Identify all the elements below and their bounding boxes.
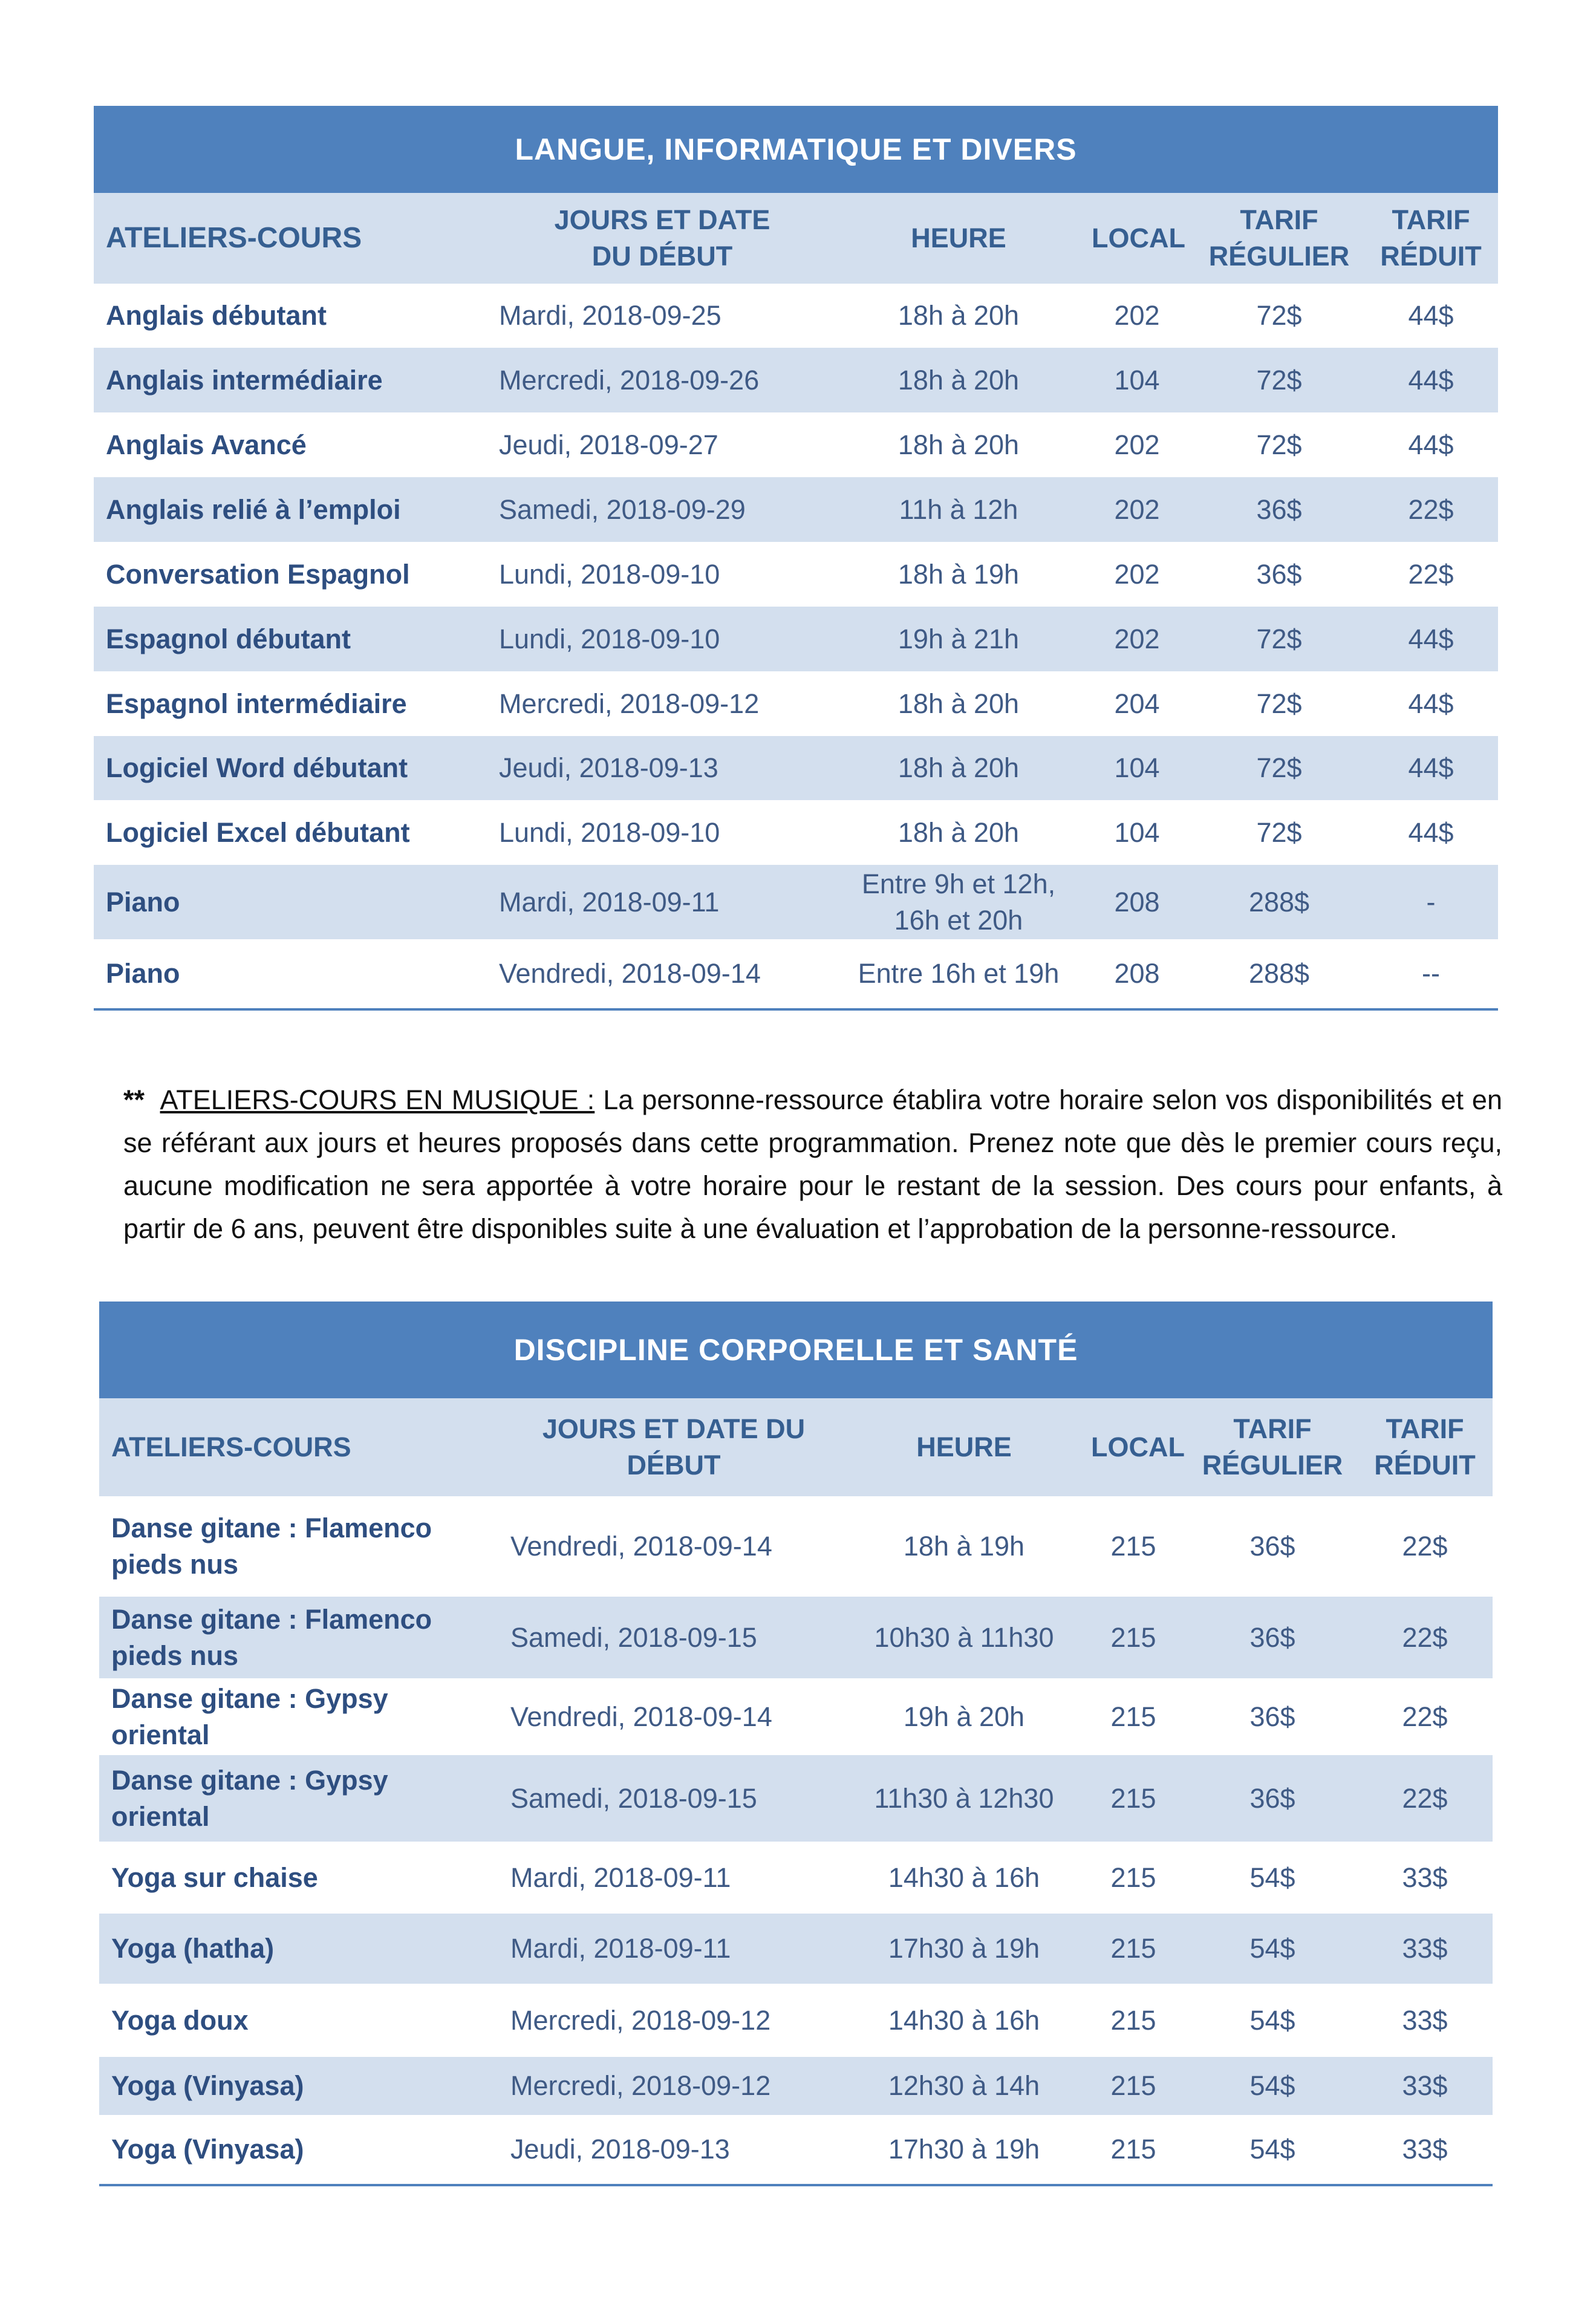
course-time: 14h30 à 16h bbox=[888, 1862, 1040, 1893]
table-title: LANGUE, INFORMATIQUE ET DIVERS bbox=[94, 106, 1498, 193]
course-date: Mercredi, 2018-09-12 bbox=[498, 2057, 849, 2115]
course-name: Yoga (Vinyasa) bbox=[99, 2115, 498, 2185]
table-row bbox=[94, 865, 1498, 939]
course-room: 215 bbox=[1079, 2115, 1188, 2185]
regular-rate: 54$ bbox=[1188, 2057, 1357, 2115]
regular-rate: 288$ bbox=[1194, 939, 1364, 1009]
reduced-rate: 22$ bbox=[1402, 1701, 1448, 1732]
regular-rate: 72$ bbox=[1256, 816, 1302, 848]
course-room: 204 bbox=[1114, 688, 1160, 719]
regular-rate: 72$ bbox=[1256, 688, 1302, 719]
note-stars: ** bbox=[123, 1084, 145, 1115]
header-date: JOURS ET DATE DU DÉBUT bbox=[498, 1398, 849, 1496]
table-row bbox=[99, 1597, 1493, 1678]
reduced-rate: 44$ bbox=[1408, 816, 1454, 848]
regular-rate: 54$ bbox=[1249, 1862, 1295, 1893]
music-note bbox=[123, 1078, 1502, 1250]
course-room: 215 bbox=[1079, 2057, 1188, 2115]
header-reduced-rate: TARIF RÉDUIT bbox=[1364, 193, 1498, 284]
course-room: 202 bbox=[1114, 558, 1160, 590]
course-name: Anglais intermédiaire bbox=[94, 348, 487, 412]
course-time: 18h à 20h bbox=[897, 688, 1020, 719]
course-room: 215 bbox=[1110, 1862, 1156, 1893]
course-name: Yoga (hatha) bbox=[99, 1914, 498, 1984]
header-room: LOCAL bbox=[1080, 193, 1194, 284]
note-text: La personne-ressource établira votre horaire selon vos disponibilités et en se référant aux jours et heures proposés dans cette programmation. Prenez note que dès le premier cours reçu, aucune modification ne sera apportée à votre horaire pour le restant de la session. Des cours pour enfants, à partir de 6 ans, peuvent être disponibles suite à une évaluation et l’approbation de la personne-ressource. bbox=[123, 1084, 1502, 1244]
course-name: Piano bbox=[94, 865, 487, 939]
reduced-rate: 22$ bbox=[1364, 477, 1498, 542]
header-room: LOCAL bbox=[1079, 1398, 1188, 1496]
reduced-rate: 44$ bbox=[1364, 348, 1498, 412]
course-room: 202 bbox=[1080, 607, 1194, 671]
header-time: HEURE bbox=[849, 1398, 1079, 1496]
regular-rate: 72$ bbox=[1256, 429, 1302, 460]
table-row bbox=[94, 412, 1498, 477]
course-name: Espagnol intermédiaire bbox=[106, 688, 407, 719]
table-row bbox=[94, 939, 1498, 1009]
course-name: Espagnol débutant bbox=[94, 607, 487, 671]
table-row bbox=[94, 800, 1498, 865]
table-row bbox=[99, 1842, 1493, 1914]
course-time: Entre 9h et 12h, 16h et 20h bbox=[838, 865, 1080, 939]
course-name: Anglais débutant bbox=[106, 300, 327, 331]
course-time: 18h à 20h bbox=[897, 300, 1020, 331]
course-time: 19h à 21h bbox=[838, 607, 1080, 671]
course-name: Yoga sur chaise bbox=[111, 1862, 318, 1893]
reduced-rate: - bbox=[1364, 865, 1498, 939]
course-time: 14h30 à 16h bbox=[888, 2004, 1040, 2036]
course-time: 17h30 à 19h bbox=[849, 1914, 1079, 1984]
reduced-rate: 33$ bbox=[1357, 1914, 1493, 1984]
course-date: Samedi, 2018-09-15 bbox=[498, 1597, 849, 1678]
course-name: Yoga (Vinyasa) bbox=[99, 2057, 498, 2115]
reduced-rate: -- bbox=[1364, 939, 1498, 1009]
reduced-rate: 44$ bbox=[1364, 607, 1498, 671]
course-time: 18h à 19h bbox=[897, 558, 1020, 590]
course-date: Mercredi, 2018-09-12 bbox=[510, 2004, 771, 2036]
course-date: Vendredi, 2018-09-14 bbox=[510, 1701, 772, 1732]
header-time: HEURE bbox=[838, 193, 1080, 284]
course-date: Mercredi, 2018-09-12 bbox=[499, 688, 760, 719]
reduced-rate: 33$ bbox=[1357, 2057, 1493, 2115]
regular-rate: 36$ bbox=[1256, 558, 1302, 590]
regular-rate: 36$ bbox=[1194, 477, 1364, 542]
course-date: Jeudi, 2018-09-13 bbox=[498, 2115, 849, 2185]
table-row bbox=[94, 542, 1498, 607]
regular-rate: 36$ bbox=[1249, 1701, 1295, 1732]
regular-rate: 72$ bbox=[1256, 300, 1302, 331]
course-date: Vendredi, 2018-09-14 bbox=[510, 1531, 772, 1562]
table-langue-informatique bbox=[94, 106, 1498, 1011]
reduced-rate: 44$ bbox=[1364, 736, 1498, 800]
header-regular-rate: TARIF RÉGULIER bbox=[1194, 193, 1364, 284]
course-time: Entre 16h et 19h bbox=[838, 939, 1080, 1009]
course-date: Mercredi, 2018-09-26 bbox=[487, 348, 838, 412]
table-row bbox=[94, 284, 1498, 348]
course-room: 208 bbox=[1080, 939, 1194, 1009]
reduced-rate: 33$ bbox=[1402, 1862, 1448, 1893]
table-row bbox=[94, 477, 1498, 542]
course-date: Jeudi, 2018-09-27 bbox=[499, 429, 718, 460]
table-row bbox=[99, 1914, 1493, 1984]
course-room: 215 bbox=[1110, 1701, 1156, 1732]
course-room: 202 bbox=[1114, 300, 1160, 331]
regular-rate: 36$ bbox=[1188, 1597, 1357, 1678]
course-time: 11h30 à 12h30 bbox=[849, 1755, 1079, 1842]
course-time: 11h à 12h bbox=[838, 477, 1080, 542]
course-date: Lundi, 2018-09-10 bbox=[487, 607, 838, 671]
table-row bbox=[94, 736, 1498, 800]
note-lead: ATELIERS-COURS EN MUSIQUE : bbox=[160, 1084, 595, 1115]
course-room: 104 bbox=[1114, 816, 1160, 848]
course-name: Danse gitane : Flamenco pieds nus bbox=[99, 1597, 498, 1678]
course-date: Mardi, 2018-09-11 bbox=[510, 1862, 731, 1893]
course-time: 18h à 20h bbox=[897, 429, 1020, 460]
course-room: 202 bbox=[1114, 429, 1160, 460]
course-date: Mardi, 2018-09-25 bbox=[499, 300, 721, 331]
regular-rate: 36$ bbox=[1249, 1531, 1295, 1562]
course-time: 18h à 20h bbox=[838, 736, 1080, 800]
table-row bbox=[99, 2057, 1493, 2115]
table-row bbox=[99, 1755, 1493, 1842]
reduced-rate: 22$ bbox=[1408, 558, 1454, 590]
regular-rate: 54$ bbox=[1188, 1914, 1357, 1984]
course-time: 12h30 à 14h bbox=[849, 2057, 1079, 2115]
regular-rate: 72$ bbox=[1194, 607, 1364, 671]
course-date: Samedi, 2018-09-15 bbox=[498, 1755, 849, 1842]
reduced-rate: 33$ bbox=[1357, 2115, 1493, 2185]
course-date: Jeudi, 2018-09-13 bbox=[487, 736, 838, 800]
regular-rate: 54$ bbox=[1249, 2004, 1295, 2036]
reduced-rate: 44$ bbox=[1408, 300, 1454, 331]
course-room: 215 bbox=[1110, 1531, 1156, 1562]
course-name: Logiciel Excel débutant bbox=[106, 816, 410, 848]
regular-rate: 36$ bbox=[1188, 1755, 1357, 1842]
reduced-rate: 33$ bbox=[1402, 2004, 1448, 2036]
course-time: 18h à 20h bbox=[897, 816, 1020, 848]
course-time: 19h à 20h bbox=[903, 1701, 1025, 1732]
course-room: 215 bbox=[1110, 2004, 1156, 2036]
header-date: JOURS ET DATE DU DÉBUT bbox=[487, 193, 838, 284]
course-date: Lundi, 2018-09-10 bbox=[499, 816, 720, 848]
course-name: Danse gitane : Flamenco pieds nus bbox=[111, 1513, 432, 1580]
regular-rate: 54$ bbox=[1188, 2115, 1357, 2185]
course-name: Danse gitane : Gypsy oriental bbox=[99, 1755, 498, 1842]
course-name: Anglais relié à l’emploi bbox=[94, 477, 487, 542]
table-row bbox=[99, 1984, 1493, 2057]
course-name: Anglais Avancé bbox=[106, 429, 307, 460]
table-row bbox=[99, 1678, 1493, 1755]
table-row bbox=[99, 2115, 1493, 2185]
course-time: 18h à 20h bbox=[838, 348, 1080, 412]
course-date: Mardi, 2018-09-11 bbox=[487, 865, 838, 939]
table-row bbox=[99, 1496, 1493, 1597]
course-date: Mardi, 2018-09-11 bbox=[498, 1914, 849, 1984]
table-row bbox=[94, 671, 1498, 736]
reduced-rate: 44$ bbox=[1408, 688, 1454, 719]
header-regular-rate: TARIF RÉGULIER bbox=[1188, 1398, 1357, 1496]
course-room: 215 bbox=[1079, 1597, 1188, 1678]
regular-rate: 72$ bbox=[1194, 736, 1364, 800]
header-course: ATELIERS-COURS bbox=[99, 1398, 498, 1496]
table-row bbox=[94, 607, 1498, 671]
course-name: Conversation Espagnol bbox=[106, 558, 410, 590]
course-name: Yoga doux bbox=[111, 2004, 249, 2036]
course-time: 17h30 à 19h bbox=[849, 2115, 1079, 2185]
course-room: 104 bbox=[1080, 736, 1194, 800]
course-date: Lundi, 2018-09-10 bbox=[499, 558, 720, 590]
table-discipline-corporelle bbox=[99, 1302, 1493, 2186]
reduced-rate: 44$ bbox=[1408, 429, 1454, 460]
course-room: 208 bbox=[1080, 865, 1194, 939]
course-room: 215 bbox=[1079, 1914, 1188, 1984]
course-name: Piano bbox=[94, 939, 487, 1009]
course-room: 104 bbox=[1080, 348, 1194, 412]
course-room: 202 bbox=[1080, 477, 1194, 542]
regular-rate: 72$ bbox=[1194, 348, 1364, 412]
reduced-rate: 22$ bbox=[1402, 1531, 1448, 1562]
course-date: Samedi, 2018-09-29 bbox=[487, 477, 838, 542]
table-row bbox=[94, 348, 1498, 412]
reduced-rate: 22$ bbox=[1357, 1755, 1493, 1842]
header-course: ATELIERS-COURS bbox=[94, 193, 487, 284]
table-title: DISCIPLINE CORPORELLE ET SANTÉ bbox=[99, 1302, 1493, 1398]
reduced-rate: 22$ bbox=[1357, 1597, 1493, 1678]
course-name: Logiciel Word débutant bbox=[94, 736, 487, 800]
course-time: 18h à 19h bbox=[903, 1531, 1025, 1562]
course-name: Danse gitane : Gypsy oriental bbox=[111, 1683, 388, 1750]
header-reduced-rate: TARIF RÉDUIT bbox=[1357, 1398, 1493, 1496]
course-date: Vendredi, 2018-09-14 bbox=[487, 939, 838, 1009]
regular-rate: 288$ bbox=[1194, 865, 1364, 939]
course-room: 215 bbox=[1079, 1755, 1188, 1842]
course-time: 10h30 à 11h30 bbox=[849, 1597, 1079, 1678]
